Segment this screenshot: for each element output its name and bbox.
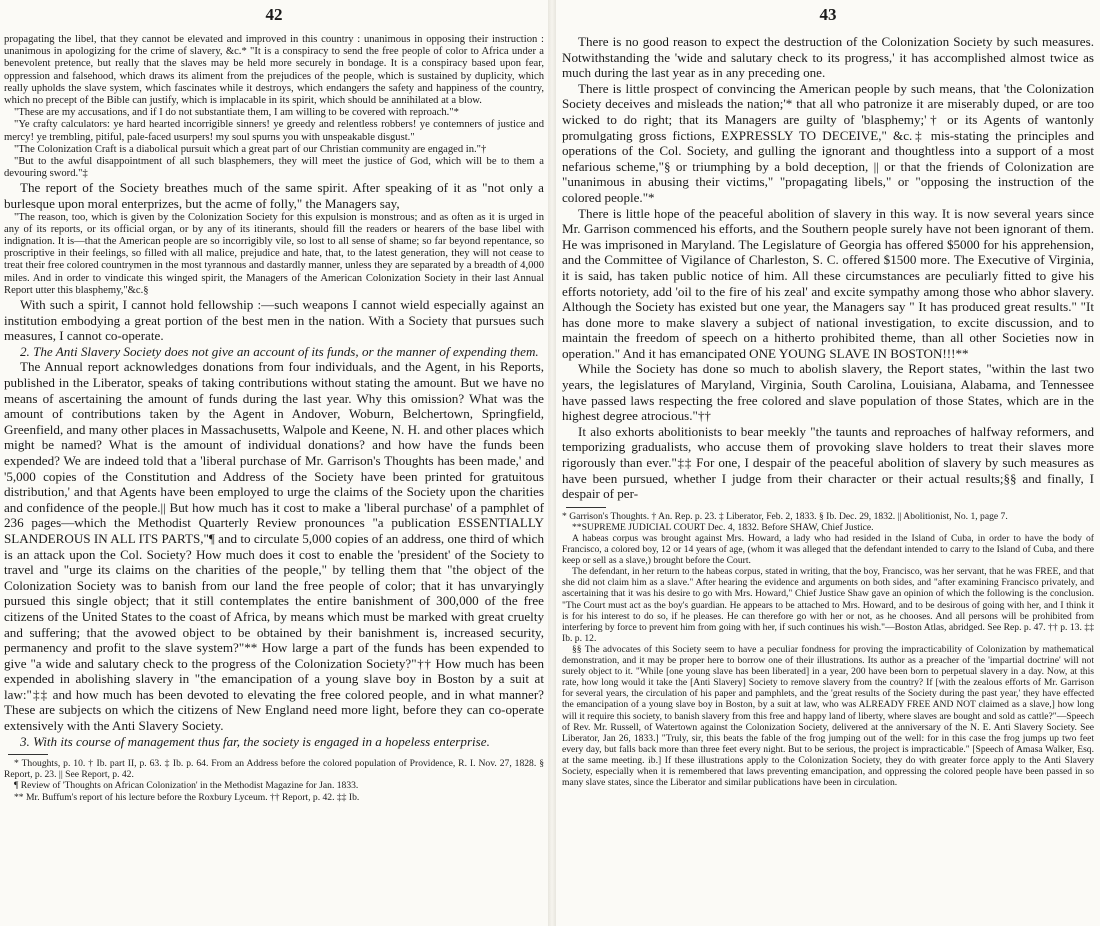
quotation: "These are my accusations, and if I do not substantiate them, I am willing to be covered with reproach."* [14, 107, 459, 119]
right-text-column [562, 34, 1094, 788]
section-heading: 2. The Anti Slavery Society does not give an account of its funds, or the manner of expending them. [20, 343, 539, 359]
quotation: "Ye crafty calculators: ye hard hearted incorrigible sinners! ye greedy and relentless robbers! ye contemners of justice and mercy! ye trembling, pitiful, pale-faced usurpers! my soul spurns you with unspeakable disgust." [4, 119, 544, 143]
footnote: * Garrison's Thoughts. † An. Rep. p. 23. ‡ Liberator, Feb. 2, 1833. § Ib. Dec. 29, 1832. || Abolitionist, No. 1, page 7. [562, 510, 1008, 522]
left-page [0, 0, 548, 926]
footnote: A habeas corpus was brought against Mrs. Howard, a lady who had resided in the Island of Cuba, in order to have the body of Francisco, a colored boy, 12 or 14 years of age, (whom it was alleged that the defendant intended to carry to the Island of Cuba, and there keep or sell as a slave,) brought before the Court. [562, 533, 1094, 567]
footnote: **SUPREME JUDICIAL COURT Dec. 4, 1832. Before SHAW, Chief Justice. [572, 521, 874, 533]
paragraph: It also exhorts abolitionists to bear meekly "the taunts and reproaches of halfway reformers, and temporizing gradualists, who accuse them of provoking slave holders to treat their slaves more rigorously than ever."‡‡ For one, I despair of the peaceful abolition of slavery by such measures as have been pursued, whether I judge from their character or their actual results;§§ and finally, I despair of per- [562, 423, 1094, 502]
quotation: "The Colonization Craft is a diabolical pursuit which a great part of our Christian community are engaged in."† [14, 143, 487, 155]
footnote-divider [566, 507, 606, 508]
paragraph: There is little prospect of convincing the American people by such means, that 'the Colonization Society deceives and misleads the nation;'* that all who patronize it are miserably duped, or are too wicked to do right; that its Managers are guilty of 'blasphemy;'† or its Agents of wantonly promulgating gross fictions, EXPRESSLY TO DECEIVE," &c.‡ mis-stating the principles and operations of the Col. Society, and gulling the ignorant and thoughtless into a support of a most nefarious scheme,"§ or triumphing by a bold deception, || or that the friends of Colonization are "unanimous in abusing their victims," "propagating libels," or "opposing the instruction of the colored people."* [562, 80, 1094, 205]
footnote-divider [8, 754, 48, 755]
left-text-column [4, 34, 544, 803]
page-number: 42 [265, 5, 283, 24]
paragraph: With such a spirit, I cannot hold fellowship :—such weapons I cannot wield especially against an institution embodying a great portion of the best men in the nation. With a Society that pursues such measures, I cannot co-operate. [4, 297, 544, 344]
paragraph: There is little hope of the peaceful abolition of slavery in this way. It is now several years since Mr. Garrison commenced his efforts, and the Southern people surely have not been ignorant of them. He was imprisoned in Maryland. The Legislature of Georgia has offered $5000 for his apprehension, and the Committee of Vigilance of Charleston, S. C. offered $1500 more. The Executive of Virginia, it is said, has taken public notice of him. All these circumstances are peculiarly fitted to give his efforts notoriety, add 'oil to the fire of his zeal' and excite sympathy among those who abhor slavery. Although the Society has existed but one year, the Managers say " It has produced great results." "It has done more to make slavery a subject of national investigation, to excite discussion, and to maintain the freedom of speech on a hitherto prohibited theme, than all other Societies now in operation." And it has emancipated ONE YOUNG SLAVE IN BOSTON!!!** [562, 205, 1094, 361]
footnote: * Thoughts, p. 10. † Ib. part II, p. 63. ‡ Ib. p. 64. From an Address before the colored population of Providence, R. I. Nov. 27, 1828. § Report, p. 23. || See Report, p. 42. [4, 758, 544, 781]
quotation: "But to the awful disappointment of all such blasphemers, they will meet the justice of God, which will be to them a devouring sword."‡ [4, 156, 544, 180]
footnote: The defendant, in her return to the habeas corpus, stated in writing, that the boy, Francisco, was her servant, that he was FREE, and that she did not claim him as a slave." After hearing the evidence and arguments on both sides, and "after examining Francisco privately, and ascertaining that it was his desire to go with Mrs. Howard," Chief Justice Shaw gave an opinion of which the following is the conclusion. "The Court must act as the boy's guardian. He appears to be attached to Mrs. Howard, and to be desirous of going with her, and I think it is for his interest to do so, if he pleases. He can therefore go with her or not, as he chooses. And all persons will be prohibited from interfering by force to prevent him from going with her, if such continues his wish."—Boston Atlas, abridged. See Rep. p. 47. †† p. 13. ‡‡ Ib. p. 12. [562, 566, 1094, 644]
paragraph: propagating the libel, that they cannot be elevated and improved in this country : unanimous in opposing their instruction : unanimous in apologizing for the crime of slavery, &c.* "It is a conspiracy to send the free people of color to Africa under a benevolent pretence, but really that the slaves may be held more securely in bondage. It is a conspiracy based upon fear, oppression and falsehood, which draws its aliment from the prejudices of the people, which is sustained by duplicity, which really upholds the slave system, which fascinates while it destroys, which endangers the safety and happiness of the country, which no precept of the Bible can justify, which is implacable in its spirit, which should be annihilated at a blow. [4, 34, 544, 107]
section-heading: 3. With its course of management thus far, the society is engaged in a hopeless enterprise. [20, 733, 490, 749]
quotation: "The reason, too, which is given by the Colonization Society for this expulsion is monstrous; and as often as it is urged in any of its reports, or its official organ, or by any of its itinerants, should fill the readers or hearers of the base libel with indignation. It is—that the American people are so incorrigibly vile, so lost to all sense of shame; so far beyond repentance, so proscriptive in their feelings, so filled with all malice, prejudice and hate, that, to the latest generation, they will not cease to treat their free colored countrymen in the most tyrannous and dastardly manner, unless they are separated by a breadth of 4,000 miles. And in order to vindicate this winged spirit, the Managers of the American Colonization Society in their last Annual Report utter this blasphemy,"&c.§ [4, 211, 544, 296]
footnote: ** Mr. Buffum's report of his lecture before the Roxbury Lyceum. †† Report, p. 42. ‡‡ Ib. [14, 791, 360, 803]
paragraph: There is no good reason to expect the destruction of the Colonization Society by such measures. Notwithstanding the 'wide and salutary check to its progress,' it has accomplished almost twice as much during the last year as in any preceding one. [562, 34, 1094, 81]
book-gutter [548, 0, 556, 926]
page-number: 43 [819, 5, 837, 24]
footnote: §§ The advocates of this Society seem to have a peculiar fondness for proving the impracticability of Colonization by mathematical demonstration, and it may be proper here to borrow one of their illustrations. Its author as a preacher of the 'impartial doctrine' will not surely object to it. "While [one young slave has been liberated] in a year, 200 have been born to perpetual slavery in a day. Now, at this rate, how long would it take the [Anti Slavery] Society to remove slavery from the country? If [with the zealous efforts of Mr. Garrison for several years, the circulation of his paper and pamphlets, and the 'great results of the Society during the past year,' they have effected the emancipation of a young slave boy in Boston, by a suit at law, who was ALREADY FREE AND NOT claimed as a slave,] how long will it require this society, to banish slavery from this free and happy land of liberty, where slaves are bought and sold as cattle?"—Speech of Rev. Mr. Russell, of Watertown against the Colonization Society, delivered at the anniversary of the N. E. Anti Slavery Society. See Liberator, Jan 26, 1833.] "Truly, sir, this beats the fable of the frog jumping out of the well: for in this case the frog jumps up two feet every day, but falls back more than three feet every night. But to be serious, the project is impracticable." [Speech of Amasa Walker, Esq. at the same meeting. ib.] If these illustrations apply to the Colonization Society, they do with greater force apply to the Anti Slavery Society, especially when it is remembered that laws preventing emancipation, and oppressing the colored people have been passed in so many slave states, since the Liberator and similar publications have been in circulation. [562, 643, 1094, 789]
paragraph: While the Society has done so much to abolish slavery, the Report states, "within the last two years, the legislatures of Maryland, Virginia, South Carolina, Louisiana, Alabama, and Tennessee have passed laws respecting the free colored and slave population of those States, which are in the highest degree atrocious."†† [562, 361, 1094, 424]
paragraph: The Annual report acknowledges donations from four individuals, and the Agent, in his Reports, published in the Liberator, speaks of taking contributions without stating the amount. But we have no means of ascertaining the amount of funds during the last year. Why this omission? What was the amount of contributions taken by the Agent in Andover, Woburn, Belchertown, Springfield, Greenfield, and many other places in Massachusetts, Walpole and Keene, N. H. and other places which might be named? What is the amount of individual donations? and how have the funds been expended? We are indeed told that a 'liberal purchase of Mr. Garrison's Thoughts has been made,' and '5,000 copies of the Constitution and Address of the Society have been printed for gratuitous distribution,' and that Agents have been employed to urge the claims of the Society upon the charities and confidence of the people.|| But how much has it cost to make a 'liberal purchase' of a pamphlet of 236 pages—which the Methodist Quarterly Review pronounces "a publication ESSENTIALLY SLANDEROUS IN ALL ITS PARTS,"¶ and to circulate 5,000 copies of an address, one third of which is an attack upon the Col. Society? How much does it cost to enable the 'president' of the Society to travel and "urge its claims on the charities of the people," by telling them that "the object of the Colonization Society was to banish from our land the free people of color; that it has unvaryingly pursued this single object; that it still contemplates the entire banishment of 300,000 of the free citizens of the United States to the coast of Africa, by means which must be marked with great cruelty and suffering; that the avowed object to be obtained by their banishment is, increased security, permanency and profit to the slave system?"** How large a part of the funds has been expended to give "a wide and salutary check to the progress of the Colonization Society?"†† How much has been expended in abolishing slavery in "the emancipation of a young slave boy in Boston by a suit at law:"‡‡ and how much has been devoted to elevating the free colored people, and in what manner? These are subjects on which the citizens of New England need more light, before they can co-operate extensively with the Anti Slavery Society. [4, 359, 544, 734]
right-page [556, 0, 1100, 926]
paragraph: The report of the Society breathes much of the same spirit. After speaking of it as "not only a burlesque upon moral enterprizes, but the acme of folly," the Managers say, [4, 180, 544, 212]
footnote: ¶ Review of 'Thoughts on African Colonization' in the Methodist Magazine for Jan. 1833. [14, 780, 359, 792]
